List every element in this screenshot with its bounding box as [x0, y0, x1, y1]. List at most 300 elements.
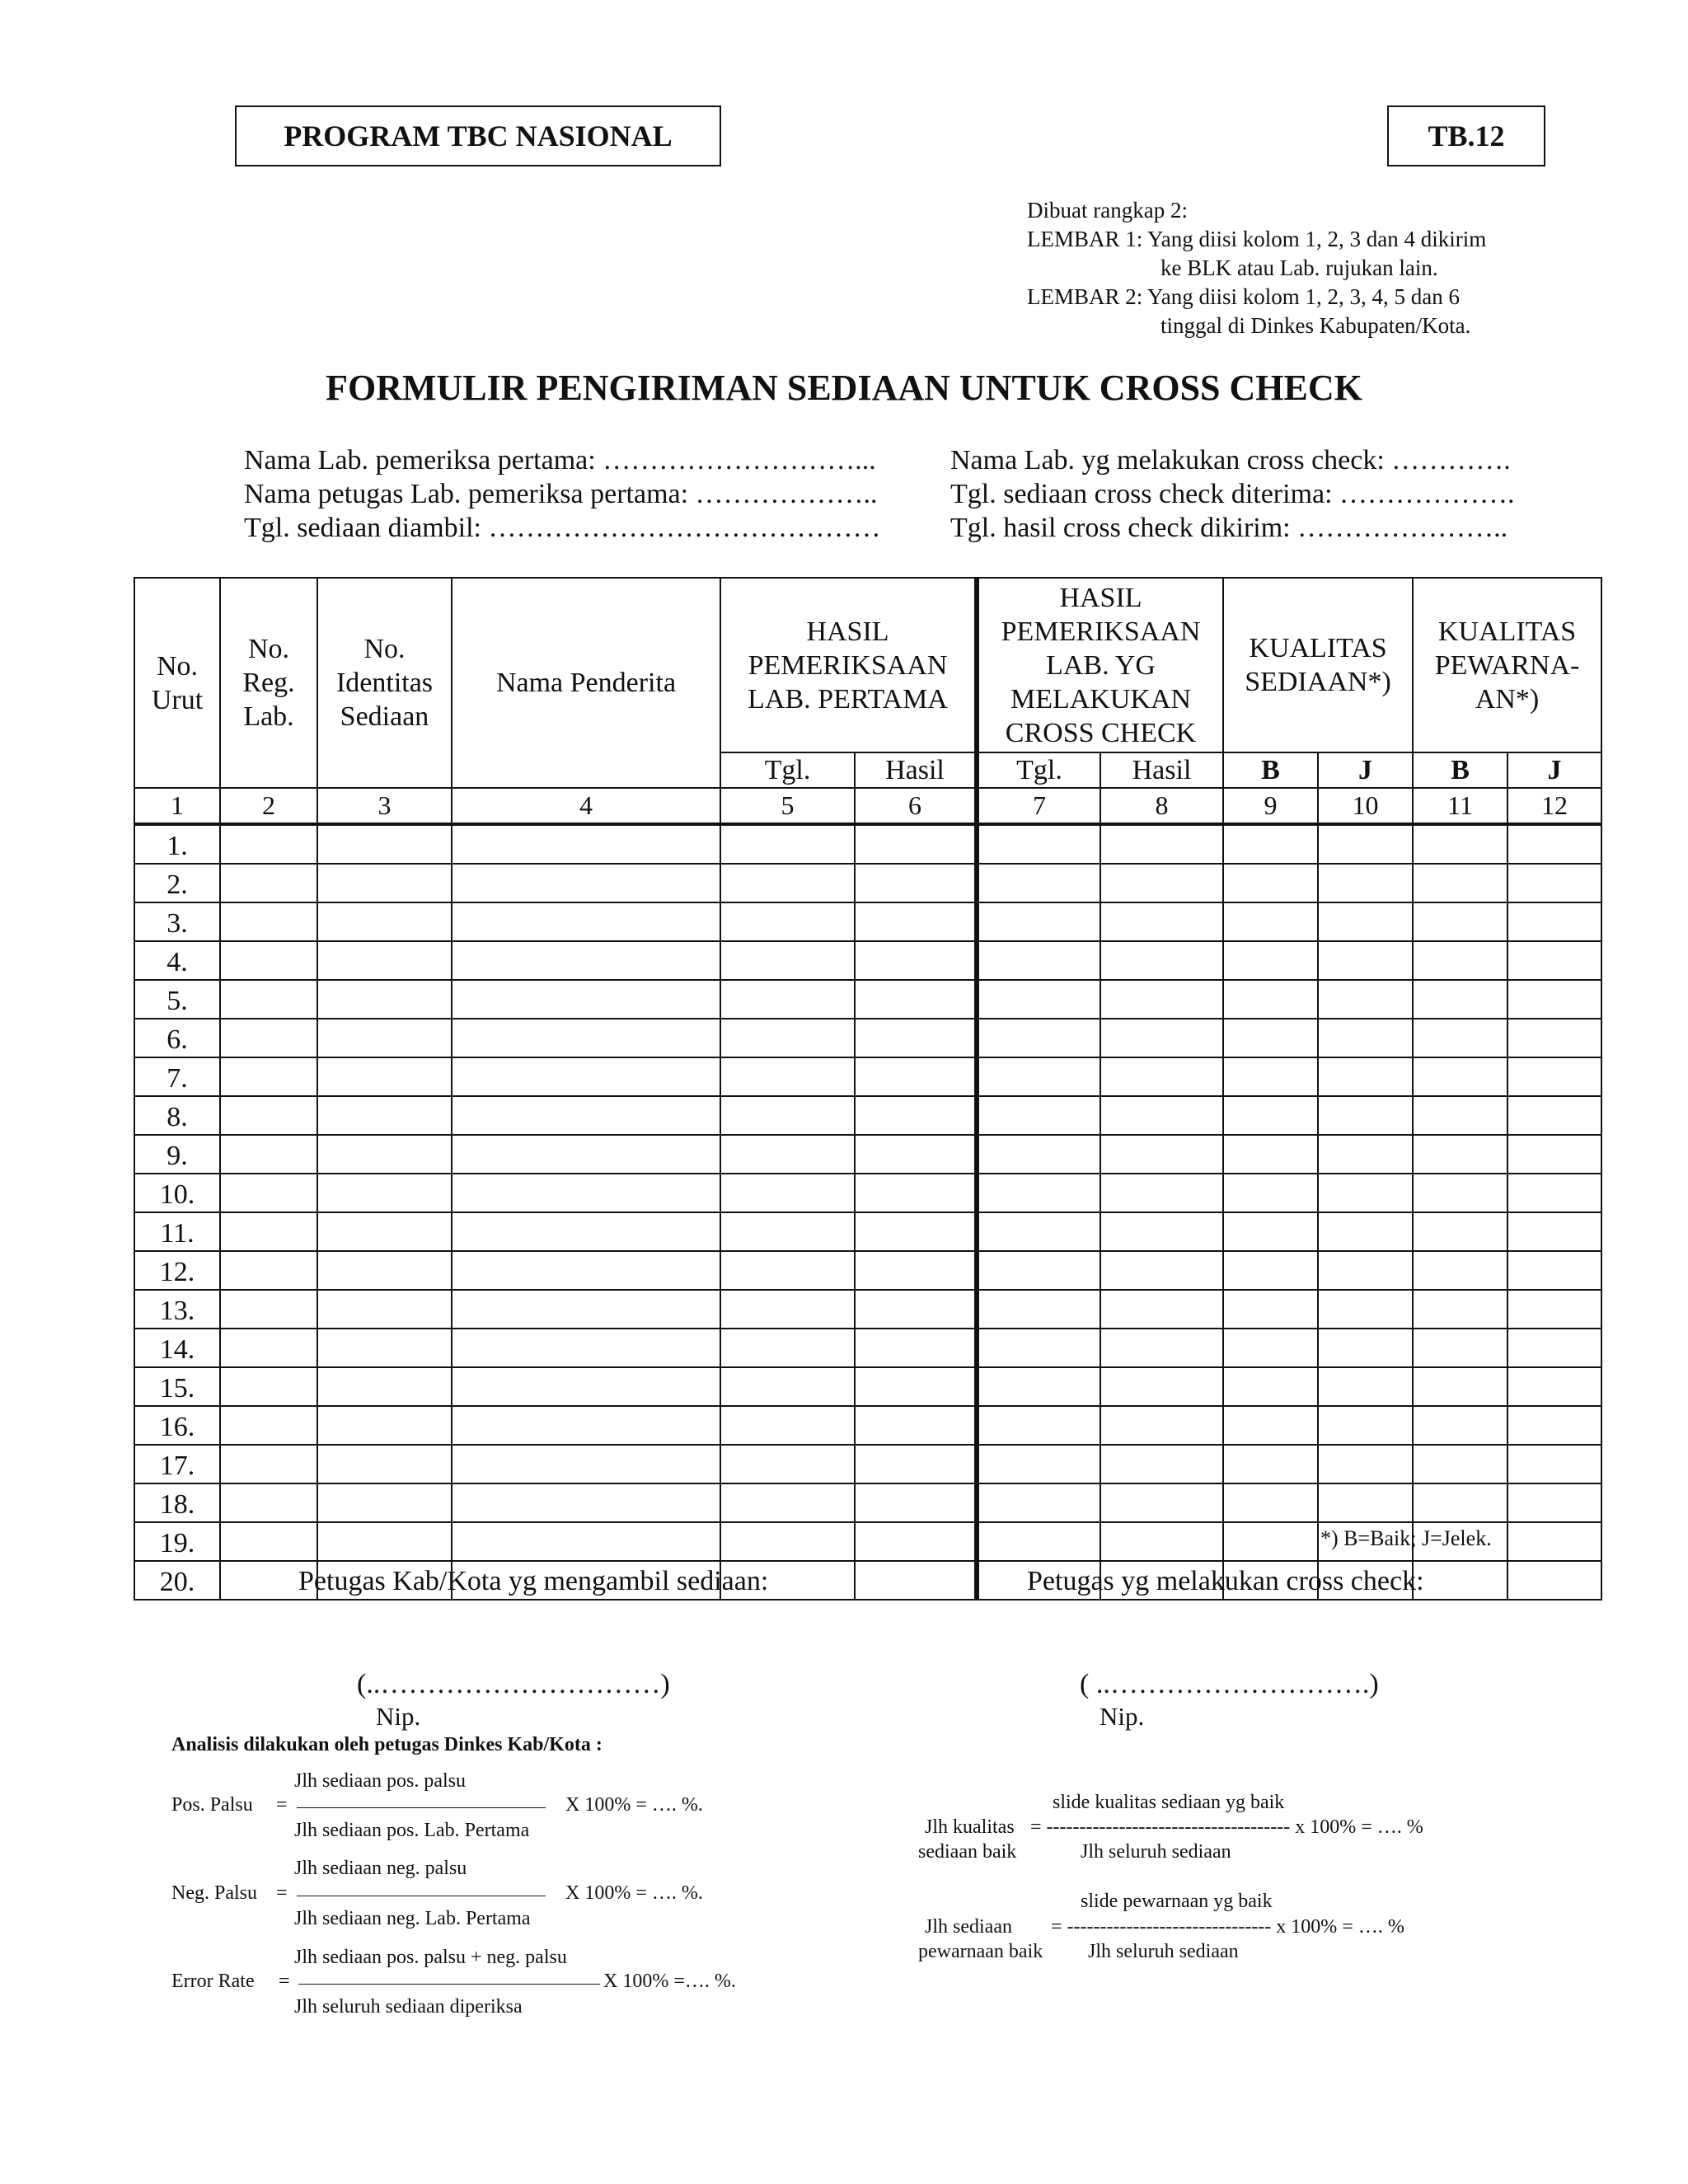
table-cell[interactable] [855, 1406, 977, 1445]
table-cell[interactable] [1100, 1174, 1223, 1212]
neg-result: X 100% = …. %. [565, 1882, 703, 1904]
table-cell[interactable] [1318, 1290, 1413, 1329]
table-cell[interactable] [452, 941, 720, 980]
table-cell[interactable] [720, 1367, 855, 1406]
table-cell[interactable] [855, 1445, 977, 1483]
header-no-urut: No. Urut [134, 578, 220, 788]
table-cell[interactable] [1223, 1367, 1318, 1406]
table-cell[interactable] [1100, 902, 1223, 941]
table-cell[interactable] [977, 1367, 1100, 1406]
table-cell[interactable] [1507, 1174, 1601, 1212]
table-cell[interactable] [1507, 902, 1601, 941]
table-cell[interactable] [855, 941, 977, 980]
table-cell[interactable] [220, 1329, 317, 1367]
table-cell[interactable] [720, 1329, 855, 1367]
field-received-date: Tgl. sediaan cross check diterima: ………………. [950, 479, 1515, 509]
table-cell[interactable] [1223, 1212, 1318, 1251]
table-cell[interactable] [855, 1251, 977, 1290]
table-cell[interactable] [977, 980, 1100, 1019]
table-cell[interactable] [220, 980, 317, 1019]
column-number: 12 [1507, 788, 1601, 824]
column-number: 2 [220, 788, 317, 824]
program-title: PROGRAM TBC NASIONAL [284, 120, 673, 152]
table-cell[interactable] [720, 1522, 855, 1561]
table-cell[interactable] [1318, 902, 1413, 941]
table-cell[interactable] [855, 902, 977, 941]
table-cell[interactable] [1507, 1561, 1601, 1600]
table-cell[interactable] [317, 1096, 452, 1135]
subheader-baik: B [1223, 752, 1318, 788]
table-cell[interactable] [720, 824, 855, 864]
table-cell[interactable] [855, 1329, 977, 1367]
table-cell[interactable] [1318, 941, 1413, 980]
table-cell[interactable] [220, 1290, 317, 1329]
table-cell[interactable] [1100, 824, 1223, 864]
form-code: TB.12 [1428, 120, 1505, 152]
table-row [134, 864, 1601, 902]
table-cell[interactable] [720, 1019, 855, 1057]
table-cell[interactable] [977, 1096, 1100, 1135]
err-result: X 100% =…. %. [603, 1971, 736, 1992]
table-cell[interactable] [452, 1329, 720, 1367]
table-cell[interactable] [1507, 1251, 1601, 1290]
table-cell[interactable] [1507, 1212, 1601, 1251]
table-cell[interactable] [220, 902, 317, 941]
table-cell[interactable] [317, 1367, 452, 1406]
header-no-identitas: No. Identitas Sediaan [317, 578, 452, 788]
table-cell[interactable] [1507, 864, 1601, 902]
table-cell[interactable] [220, 1367, 317, 1406]
pos-numerator: Jlh sediaan pos. palsu [294, 1770, 466, 1792]
table-cell[interactable] [452, 1212, 720, 1251]
table-cell[interactable] [855, 1561, 977, 1600]
table-cell[interactable] [977, 1329, 1100, 1367]
table-cell[interactable] [452, 1174, 720, 1212]
table-cell[interactable] [1507, 1367, 1601, 1406]
table-cell[interactable] [1223, 1096, 1318, 1135]
table-cell[interactable] [855, 1174, 977, 1212]
table-cell[interactable] [1318, 1445, 1413, 1483]
table-cell[interactable] [452, 1367, 720, 1406]
table-cell[interactable] [1413, 941, 1507, 980]
table-cell[interactable] [977, 1135, 1100, 1174]
table-cell[interactable] [1223, 1329, 1318, 1367]
table-cell[interactable] [1223, 864, 1318, 902]
table-row [134, 824, 1601, 864]
table-cell[interactable] [1413, 1135, 1507, 1174]
table-cell[interactable] [1318, 1329, 1413, 1367]
table-cell[interactable] [977, 864, 1100, 902]
table-cell[interactable] [220, 1096, 317, 1135]
table-cell[interactable] [317, 1135, 452, 1174]
table-cell[interactable] [1507, 941, 1601, 980]
table-cell[interactable] [452, 1522, 720, 1561]
field-lab-crosscheck: Nama Lab. yg melakukan cross check: …………. [950, 445, 1511, 476]
note-line: LEMBAR 1: Yang diisi kolom 1, 2, 3 dan 4 dikirim [1027, 227, 1487, 251]
table-cell[interactable] [1413, 1212, 1507, 1251]
table-row [134, 1445, 1601, 1483]
table-cell[interactable] [1413, 1329, 1507, 1367]
table-cell[interactable] [1100, 1057, 1223, 1096]
ks-numerator: slide kualitas sediaan yg baik [1053, 1792, 1285, 1813]
copy-note [1027, 196, 1620, 340]
table-cell[interactable] [1413, 1367, 1507, 1406]
table-cell[interactable] [220, 1019, 317, 1057]
table-cell[interactable] [855, 1019, 977, 1057]
pos-result: X 100% = …. %. [565, 1794, 703, 1816]
table-cell[interactable] [220, 941, 317, 980]
column-number: 6 [855, 788, 977, 824]
program-title-box [235, 105, 721, 166]
row-number: 4. [134, 941, 220, 980]
table-cell[interactable] [317, 1251, 452, 1290]
table-cell[interactable] [1223, 824, 1318, 864]
table-cell[interactable] [317, 1522, 452, 1561]
table-row [134, 1329, 1601, 1367]
row-number: 20. [134, 1561, 220, 1600]
column-number: 4 [452, 788, 720, 824]
table-cell[interactable] [452, 864, 720, 902]
table-cell[interactable] [855, 864, 977, 902]
table-cell[interactable] [1100, 1406, 1223, 1445]
column-number: 1 [134, 788, 220, 824]
table-cell[interactable] [1100, 1367, 1223, 1406]
table-cell[interactable] [855, 1057, 977, 1096]
table-cell[interactable] [317, 864, 452, 902]
subheader-tgl: Tgl. [720, 752, 855, 788]
row-number: 9. [134, 1135, 220, 1174]
table-cell[interactable] [317, 824, 452, 864]
fields-left [244, 443, 881, 545]
table-cell[interactable] [1413, 1174, 1507, 1212]
column-number: 9 [1223, 788, 1318, 824]
kp-label-1: Jlh sediaan [925, 1916, 1012, 1938]
table-row [134, 941, 1601, 980]
table-cell[interactable] [1318, 980, 1413, 1019]
neg-label: Neg. Palsu [171, 1882, 257, 1904]
table-cell[interactable] [855, 1522, 977, 1561]
table-cell[interactable] [317, 1174, 452, 1212]
table-cell[interactable] [452, 1251, 720, 1290]
table-cell[interactable] [1507, 1019, 1601, 1057]
note-line: tinggal di Dinkes Kabupaten/Kota. [1160, 313, 1471, 338]
err-eq: = [279, 1971, 290, 1992]
table-cell[interactable] [1100, 1135, 1223, 1174]
table-cell[interactable] [720, 1445, 855, 1483]
table-cell[interactable] [720, 1096, 855, 1135]
table-cell[interactable] [1100, 1290, 1223, 1329]
cross-check-table [134, 577, 1602, 1601]
table-cell[interactable] [220, 1251, 317, 1290]
table-cell[interactable] [720, 1135, 855, 1174]
table-cell[interactable] [317, 1406, 452, 1445]
table-cell[interactable] [1100, 1096, 1223, 1135]
table-cell[interactable] [977, 1251, 1100, 1290]
table-cell[interactable] [720, 980, 855, 1019]
row-number: 6. [134, 1019, 220, 1057]
row-number: 3. [134, 902, 220, 941]
table-cell[interactable] [1223, 980, 1318, 1019]
table-row [134, 1212, 1601, 1251]
table-cell[interactable] [220, 1174, 317, 1212]
row-number: 14. [134, 1329, 220, 1367]
table-cell[interactable] [317, 941, 452, 980]
table-row [134, 1406, 1601, 1445]
table-cell[interactable] [1223, 1135, 1318, 1174]
table-cell[interactable] [220, 1406, 317, 1445]
table-cell[interactable] [220, 1445, 317, 1483]
row-number: 19. [134, 1522, 220, 1561]
table-cell[interactable] [1223, 1057, 1318, 1096]
table-cell[interactable] [1223, 1290, 1318, 1329]
footnote: *) B=Baik; J=Jelek. [1320, 1526, 1492, 1550]
header-kualitas-pewarnaan: KUALITAS PEWARNA- AN*) [1413, 578, 1601, 752]
table-cell[interactable] [977, 1483, 1100, 1522]
table-cell[interactable] [1507, 1445, 1601, 1483]
table-cell[interactable] [1223, 1251, 1318, 1290]
neg-numerator: Jlh sediaan neg. palsu [294, 1858, 467, 1879]
table-cell[interactable] [977, 1445, 1100, 1483]
column-number-row [134, 788, 1601, 824]
table-cell[interactable] [452, 1096, 720, 1135]
row-number: 11. [134, 1212, 220, 1251]
table-row [134, 1135, 1601, 1174]
table-cell[interactable] [317, 1329, 452, 1367]
table-cell[interactable] [855, 1212, 977, 1251]
table-cell[interactable] [1507, 1057, 1601, 1096]
table-cell[interactable] [1507, 980, 1601, 1019]
table-cell[interactable] [1413, 1057, 1507, 1096]
table-cell[interactable] [220, 824, 317, 864]
table-cell[interactable] [1100, 1329, 1223, 1367]
table-cell[interactable] [1223, 902, 1318, 941]
column-number: 5 [720, 788, 855, 824]
row-number: 17. [134, 1445, 220, 1483]
table-cell[interactable] [1100, 1212, 1223, 1251]
analysis-title: Analisis dilakukan oleh petugas Dinkes Kab/Kota : [171, 1734, 603, 1755]
table-cell[interactable] [1318, 1174, 1413, 1212]
table-cell[interactable] [1223, 1019, 1318, 1057]
table-cell[interactable] [977, 1019, 1100, 1057]
row-number: 13. [134, 1290, 220, 1329]
table-cell[interactable] [1507, 1406, 1601, 1445]
table-cell[interactable] [452, 1135, 720, 1174]
table-cell[interactable] [1413, 980, 1507, 1019]
fields-right [950, 443, 1515, 545]
table-cell[interactable] [1100, 941, 1223, 980]
header-no-reg: No. Reg. Lab. [220, 578, 317, 788]
nip-right: Nip. [1100, 1702, 1145, 1731]
table-cell[interactable] [977, 1057, 1100, 1096]
table-cell[interactable] [720, 1212, 855, 1251]
table-cell[interactable] [220, 1212, 317, 1251]
row-number: 18. [134, 1483, 220, 1522]
table-cell[interactable] [1413, 1096, 1507, 1135]
table-cell[interactable] [1318, 1212, 1413, 1251]
table-cell[interactable] [452, 1445, 720, 1483]
table-cell[interactable] [317, 1019, 452, 1057]
table-cell[interactable] [1413, 1561, 1507, 1600]
table-cell[interactable] [452, 1290, 720, 1329]
table-cell[interactable] [720, 1057, 855, 1096]
row-number: 5. [134, 980, 220, 1019]
table-cell[interactable] [452, 1406, 720, 1445]
err-label: Error Rate [171, 1971, 255, 1992]
table-cell[interactable] [977, 824, 1100, 864]
table-cell[interactable] [1100, 1445, 1223, 1483]
signature-right-label: Petugas yg melakukan cross check: [1027, 1566, 1424, 1596]
row-number: 1. [134, 824, 220, 864]
table-cell[interactable] [977, 1522, 1100, 1561]
table-row [134, 1057, 1601, 1096]
table-cell[interactable] [220, 1135, 317, 1174]
field-lab-first: Nama Lab. pemeriksa pertama: ………………………... [244, 445, 876, 476]
table-cell[interactable] [452, 824, 720, 864]
kp-label-2: pewarnaan baik [918, 1941, 1043, 1962]
table-cell[interactable] [220, 1522, 317, 1561]
table-cell[interactable] [720, 1290, 855, 1329]
table-cell[interactable] [1413, 864, 1507, 902]
table-cell[interactable] [1413, 902, 1507, 941]
table-cell[interactable] [1223, 1406, 1318, 1445]
row-number: 16. [134, 1406, 220, 1445]
table-cell[interactable] [1507, 824, 1601, 864]
table-cell[interactable] [1413, 1406, 1507, 1445]
table-cell[interactable] [1223, 1174, 1318, 1212]
table-cell[interactable] [1318, 824, 1413, 864]
table-cell[interactable] [452, 1019, 720, 1057]
table-cell[interactable] [1100, 980, 1223, 1019]
table-cell[interactable] [977, 1406, 1100, 1445]
table-cell[interactable] [317, 1212, 452, 1251]
table-cell[interactable] [977, 1290, 1100, 1329]
table-cell[interactable] [1507, 1522, 1601, 1561]
table-cell[interactable] [317, 1057, 452, 1096]
field-sample-date: Tgl. sediaan diambil: …………………………………… [244, 513, 881, 543]
table-cell[interactable] [720, 864, 855, 902]
table-cell[interactable] [720, 1174, 855, 1212]
table-row [134, 902, 1601, 941]
table-cell[interactable] [1100, 1483, 1223, 1522]
column-number: 7 [977, 788, 1100, 824]
table-cell[interactable] [1413, 1445, 1507, 1483]
table-cell[interactable] [1100, 1251, 1223, 1290]
nip-left: Nip. [376, 1702, 421, 1731]
table-cell[interactable] [452, 980, 720, 1019]
table-row [134, 1290, 1601, 1329]
neg-eq: = [276, 1882, 288, 1904]
pos-fraction-line [297, 1807, 546, 1808]
err-numerator: Jlh sediaan pos. palsu + neg. palsu [294, 1947, 567, 1968]
table-cell[interactable] [1413, 1251, 1507, 1290]
table-cell[interactable] [317, 1483, 452, 1522]
table-cell[interactable] [1318, 864, 1413, 902]
table-cell[interactable] [1318, 1135, 1413, 1174]
table-cell[interactable] [317, 980, 452, 1019]
table-cell[interactable] [720, 1251, 855, 1290]
table-cell[interactable] [1100, 864, 1223, 902]
table-cell[interactable] [855, 824, 977, 864]
ks-label-2: sediaan baik [918, 1841, 1017, 1863]
table-cell[interactable] [452, 902, 720, 941]
table-cell[interactable] [1413, 824, 1507, 864]
table-cell[interactable] [1100, 1522, 1223, 1561]
ks-label-1: Jlh kualitas [925, 1816, 1015, 1838]
table-cell[interactable] [1318, 1406, 1413, 1445]
table-cell[interactable] [1223, 1483, 1318, 1522]
table-cell[interactable] [855, 1290, 977, 1329]
table-cell[interactable] [1413, 1019, 1507, 1057]
table-cell[interactable] [1413, 1483, 1507, 1522]
table-cell[interactable] [1318, 1251, 1413, 1290]
table-cell[interactable] [1507, 1290, 1601, 1329]
table-cell[interactable] [977, 902, 1100, 941]
table-cell[interactable] [720, 902, 855, 941]
table-cell[interactable] [1507, 1135, 1601, 1174]
table-cell[interactable] [452, 1057, 720, 1096]
ks-fraction-result: = ------------------------------------- x 100% = …. % [1030, 1816, 1423, 1838]
table-cell[interactable] [317, 902, 452, 941]
table-cell[interactable] [1223, 1522, 1318, 1561]
table-cell[interactable] [317, 1445, 452, 1483]
table-cell[interactable] [1507, 1096, 1601, 1135]
table-cell[interactable] [1318, 1483, 1413, 1522]
table-row [134, 1251, 1601, 1290]
table-cell[interactable] [317, 1290, 452, 1329]
field-officer-first: Nama petugas Lab. pemeriksa pertama: ……………….. [244, 479, 878, 509]
table-cell[interactable] [1413, 1290, 1507, 1329]
table-cell[interactable] [1318, 1057, 1413, 1096]
subheader-jelek: J [1507, 752, 1601, 788]
table-cell[interactable] [220, 864, 317, 902]
table-cell[interactable] [855, 1367, 977, 1406]
signature-right-name: ( ..……………………….) [1080, 1669, 1379, 1699]
table-cell[interactable] [1223, 941, 1318, 980]
neg-denominator: Jlh sediaan neg. Lab. Pertama [294, 1908, 531, 1929]
table-cell[interactable] [1318, 1019, 1413, 1057]
table-cell[interactable] [220, 1057, 317, 1096]
table-cell[interactable] [1507, 1329, 1601, 1367]
table-cell[interactable] [977, 1212, 1100, 1251]
subheader-hasil: Hasil [855, 752, 977, 788]
note-line: ke BLK atau Lab. rujukan lain. [1160, 255, 1438, 280]
table-cell[interactable] [720, 941, 855, 980]
table-cell[interactable] [977, 941, 1100, 980]
signature-left-name: (..…………………………) [357, 1669, 670, 1699]
table-cell[interactable] [855, 980, 977, 1019]
table-row [134, 1019, 1601, 1057]
table-cell[interactable] [855, 1483, 977, 1522]
table-cell[interactable] [855, 1135, 977, 1174]
table-cell[interactable] [220, 1483, 317, 1522]
header-kualitas-sediaan: KUALITAS SEDIAAN*) [1223, 578, 1413, 752]
table-cell[interactable] [1507, 1483, 1601, 1522]
pos-eq: = [276, 1794, 288, 1816]
table-cell[interactable] [720, 1483, 855, 1522]
table-cell[interactable] [1223, 1445, 1318, 1483]
table-cell[interactable] [1318, 1367, 1413, 1406]
column-number: 11 [1413, 788, 1507, 824]
err-denominator: Jlh seluruh sediaan diperiksa [294, 1996, 523, 2018]
row-number: 8. [134, 1096, 220, 1135]
table-cell[interactable] [452, 1483, 720, 1522]
table-cell[interactable] [855, 1096, 977, 1135]
table-cell[interactable] [1318, 1096, 1413, 1135]
table-cell[interactable] [720, 1406, 855, 1445]
table-cell[interactable] [1100, 1019, 1223, 1057]
subheader-jelek: J [1318, 752, 1413, 788]
table-cell[interactable] [977, 1174, 1100, 1212]
